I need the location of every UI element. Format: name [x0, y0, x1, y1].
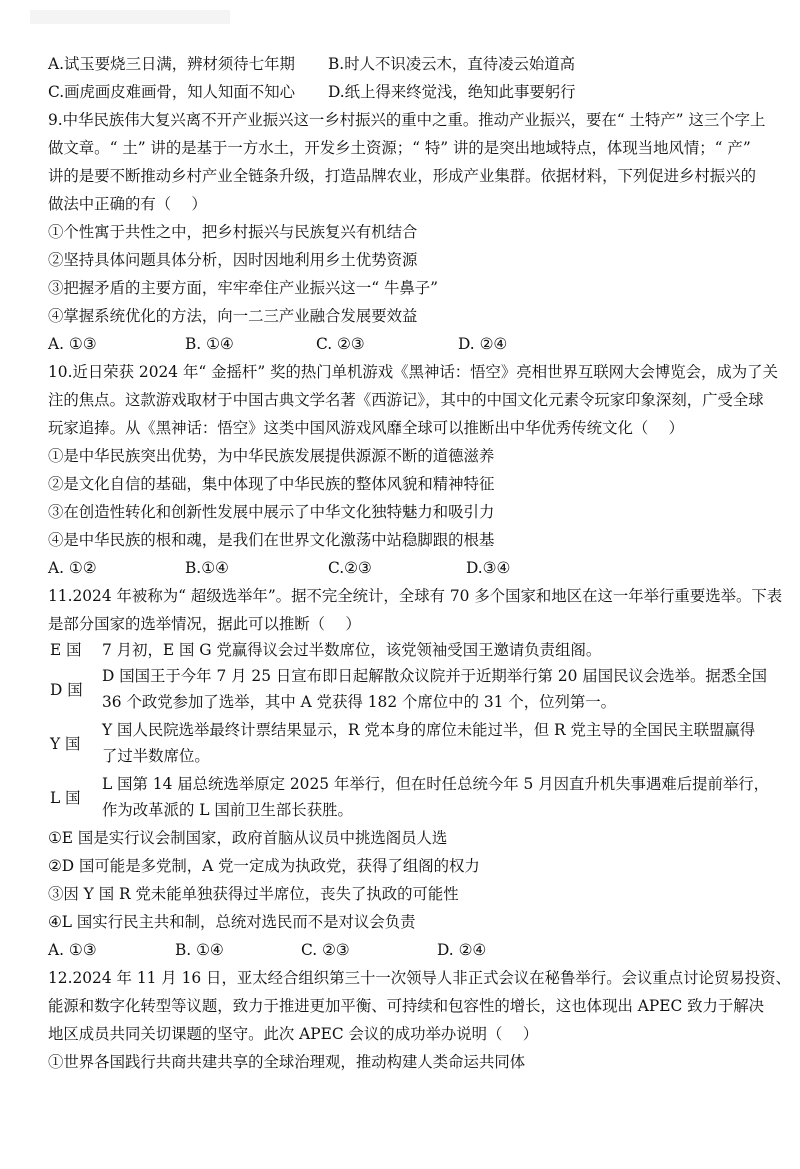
q10-stem-line: 玩家追捧。从《黑神话：悟空》这类中国风游戏风靡全球可以推断出中华优秀传统文化（ ）	[48, 419, 684, 437]
q10-option-b: B.①④	[185, 559, 229, 577]
q12-stem-line: 地区成员共同关切课题的坚守。此次 APEC 会议的成功举办说明（ ）	[48, 1025, 539, 1043]
q12-stem-line: 12.2024 年 11 月 16 日，亚太经合组织第三十一次领导人非正式会议在秘鲁举行。会议重点讨论贸易投资、	[48, 969, 791, 987]
q9-option-d: D. ②④	[458, 335, 508, 353]
q11-item-1: ①E 国是实行议会制国家，政府首脑从议员中挑选阁员人选	[48, 829, 448, 847]
table-row-text: Y 国人民院选举最终计票结果显示，R 党本身的席位未能过半，但 R 党主导的全国民主联盟赢得	[102, 721, 756, 739]
q12-stem-line: 能源和数字化转型等议题，致力于推进更加平衡、可持续和包容性的增长，这也体现出 APEC 致力于解决	[48, 997, 765, 1015]
table-row-text: 7 月初，E 国 G 党赢得议会过半数席位，该党领袖受国王邀请负责组阁。	[102, 641, 602, 659]
q9-item-1: ①个性寓于共性之中，把乡村振兴与民族复兴有机结合	[48, 223, 418, 241]
q10-item-1: ①是中华民族突出优势，为中华民族发展提供源源不断的道德滋养	[48, 447, 495, 465]
q9-options	[48, 334, 778, 354]
table-row-text: D 国国王于今年 7 月 25 日宣布即日起解散众议院并于近期举行第 20 届国民议会选举。据悉全国	[102, 667, 767, 685]
q9-item-2: ②坚持具体问题具体分析，因时因地利用乡土优势资源	[48, 251, 418, 269]
q9-option-a: A. ①③	[48, 335, 97, 353]
table-row-country: E 国	[50, 641, 82, 659]
q11-stem-line: 是部分国家的选举情况，据此可以推断（ ）	[48, 615, 361, 633]
table-row-text: 作为改革派的 L 国前卫生部长获胜。	[102, 801, 353, 819]
q11-item-3: ③因 Y 国 R 党未能单独获得过半席位，丧失了执政的可能性	[48, 885, 459, 903]
q9-stem-line: 做法中正确的有（ ）	[48, 195, 207, 213]
q10-item-3: ③在创造性转化和创新性发展中展示了中华文化独特魅力和吸引力	[48, 503, 495, 521]
q8-option-b: B.时人不识凌云木，直待凌云始道高	[328, 55, 576, 73]
q9-stem-line: 讲的是要不断推动乡村产业全链条升级，打造品牌农业，形成产业集群。依据材料，下列促进乡村振兴的	[48, 167, 756, 185]
q11-item-4: ④L 国实行民主共和制，总统对选民而不是对议会负责	[48, 913, 416, 931]
q11-option-c: C. ②③	[301, 941, 350, 959]
q10-option-d: D.③④	[466, 559, 511, 577]
q12-item-1: ①世界各国践行共商共建共享的全球治理观，推动构建人类命运共同体	[48, 1053, 526, 1071]
q10-item-4: ④是中华民族的根和魂，是我们在世界文化激荡中站稳脚跟的根基	[48, 531, 495, 549]
table-row-text: L 国第 14 届总统选举原定 2025 年举行，但在时任总统今年 5 月因直升机失事遇难后提前举行，	[102, 775, 770, 793]
q10-stem-line: 10.近日荣获 2024 年“ 金摇杆” 奖的热门单机游戏《黑神话：悟空》亮相世界互联网大会博览会，成为了关	[48, 363, 778, 381]
table-row-country: D 国	[50, 681, 83, 699]
q11-options	[48, 940, 778, 960]
q9-stem-line: 做文章。“ 土” 讲的是基于一方水土，开发乡土资源；“ 特” 讲的是突出地域特点，体现当地风情；“ 产”	[48, 139, 751, 157]
q10-option-a: A. ①②	[48, 559, 97, 577]
q8-options-row-2	[48, 82, 778, 102]
q11-stem-line: 11.2024 年被称为“ 超级选举年”。据不完全统计，全球有 70 多个国家和地区在这一年举行重要选举。下表	[48, 587, 783, 605]
q10-item-2: ②是文化自信的基础，集中体现了中华民族的整体风貌和精神特征	[48, 475, 495, 493]
q11-item-2: ②D 国可能是多党制，A 党一定成为执政党，获得了组阁的权力	[48, 857, 480, 875]
q10-options	[48, 558, 778, 578]
q9-item-3: ③把握矛盾的主要方面，牢牢牵住产业振兴这一“ 牛鼻子”	[48, 279, 439, 297]
q9-option-b: B. ①④	[185, 335, 234, 353]
q11-option-a: A. ①③	[48, 941, 97, 959]
table-row-country: L 国	[50, 789, 81, 807]
table-row-text: 了过半数席位。	[102, 747, 210, 765]
q9-option-c: C. ②③	[316, 335, 365, 353]
table-row-text: 36 个政党参加了选举，其中 A 党获得 182 个席位中的 31 个，位列第一。	[102, 693, 617, 711]
q8-option-d: D.纸上得来终觉浅，绝知此事要躬行	[328, 83, 576, 101]
q8-option-a: A.试玉要烧三日满，辨材须待七年期	[48, 55, 295, 73]
q8-options-row-1	[48, 54, 778, 74]
q11-option-d: D. ②④	[437, 941, 487, 959]
q8-option-c: C.画虎画皮难画骨，知人知面不知心	[48, 83, 295, 101]
q9-stem-line: 9.中华民族伟大复兴离不开产业振兴这一乡村振兴的重中之重。推动产业振兴，要在“ 土特产” 这三个字上	[48, 111, 766, 129]
q11-option-b: B. ①④	[175, 941, 224, 959]
q10-option-c: C.②③	[328, 559, 372, 577]
q10-stem-line: 注的焦点。这款游戏取材于中国古典文学名著《西游记》，其中的中国文化元素令玩家印象深刻，广受全球	[48, 391, 764, 409]
table-row-country: Y 国	[50, 735, 81, 753]
q9-item-4: ④掌握系统优化的方法，向一二三产业融合发展要效益	[48, 307, 418, 325]
header-band	[30, 10, 230, 24]
